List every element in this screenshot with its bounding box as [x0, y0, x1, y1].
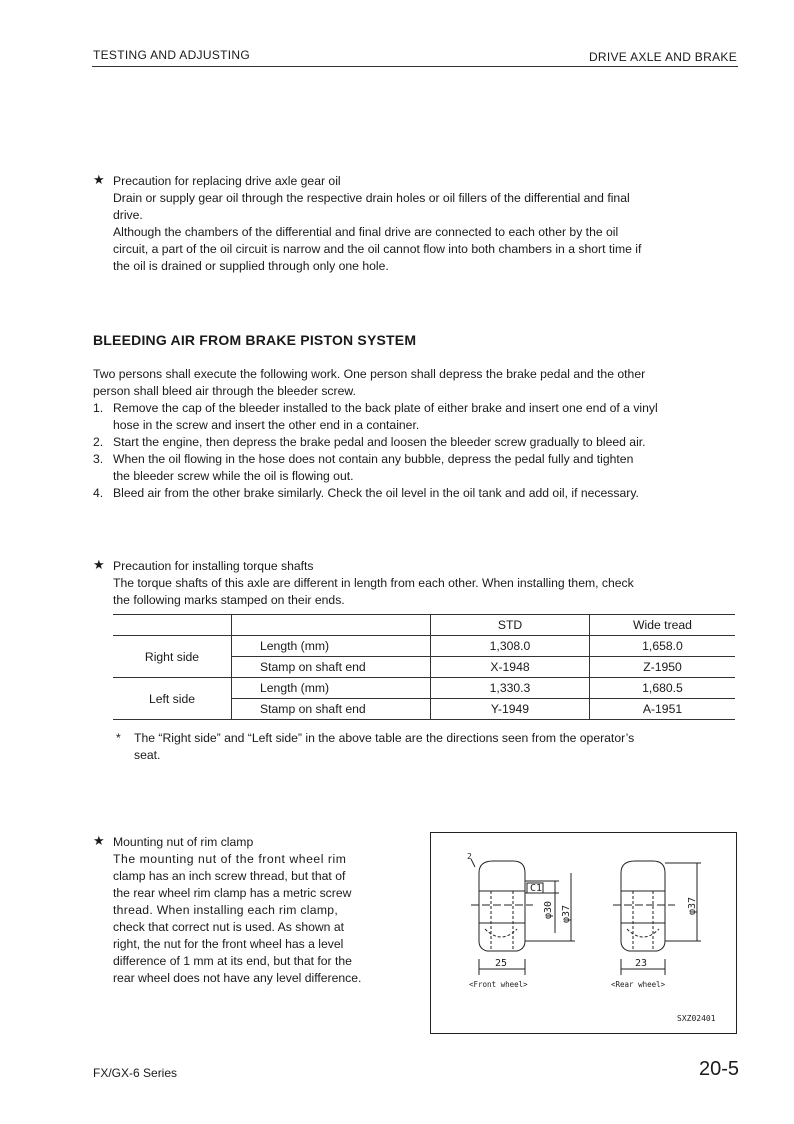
row-label: Stamp on shaft end	[232, 699, 431, 720]
cell-wide: A-1951	[590, 699, 736, 720]
header-wide: Wide tread	[590, 615, 736, 636]
row-label: Length (mm)	[232, 678, 431, 699]
step-line: the bleeder screw while the oil is flowing out.	[113, 469, 354, 483]
torque-shaft-table	[113, 614, 735, 720]
text-line: rear wheel does not have any level difference.	[113, 971, 362, 985]
footer-series: FX/GX-6 Series	[93, 1066, 178, 1080]
precaution-oil-text	[113, 190, 738, 275]
rim-nut-drawing	[431, 833, 736, 1033]
text-line: difference of 1 mm at its end, but that for the	[113, 954, 352, 968]
figure-code: SXZ02401	[677, 1014, 716, 1023]
header-chapter-title: DRIVE AXLE AND BRAKE	[588, 50, 737, 64]
cell-wide: 1,658.0	[590, 636, 736, 657]
header-std: STD	[431, 615, 590, 636]
dim-c1: C1	[530, 883, 543, 894]
front-nut-shape	[471, 859, 575, 975]
row-group-left: Left side	[148, 691, 196, 706]
step-line: hose in the screw and insert the other end in a container.	[113, 418, 420, 432]
intro-line: person shall bleed air through the bleeder screw.	[93, 384, 356, 398]
star-icon: ★	[93, 557, 105, 572]
cell-std: Y-1949	[431, 699, 590, 720]
rear-nut-shape	[613, 861, 701, 975]
star-icon: ★	[93, 172, 105, 187]
text-line: circuit, a part of the oil circuit is narrow and the oil cannot flow into both chambers in a short time if	[113, 242, 642, 256]
text-line: clamp has an inch screw thread, but that of	[113, 869, 346, 883]
table-row	[113, 678, 735, 699]
table-note	[134, 730, 634, 764]
row-group-right: Right side	[144, 649, 200, 664]
step-item	[93, 434, 739, 451]
text-line: the following marks stamped on their ends.	[113, 593, 345, 607]
torque-title: Precaution for installing torque shafts	[113, 559, 314, 573]
step-line: Start the engine, then depress the brake pedal and loosen the bleeder screw gradually to bleed air.	[113, 435, 646, 449]
cell-std: 1,330.3	[431, 678, 590, 699]
text-line: The mounting nut of the front wheel rim	[113, 852, 347, 866]
rear-wheel-caption: <Rear wheel>	[611, 980, 666, 989]
precaution-oil-title: Precaution for replacing drive axle gear oil	[113, 174, 341, 188]
text-line: The torque shafts of this axle are different in length from each other. When installing them, check	[113, 576, 634, 590]
text-line: the rear wheel rim clamp has a metric screw	[113, 886, 352, 900]
page-number: 20-5	[699, 1058, 740, 1080]
cell-std: 1,308.0	[431, 636, 590, 657]
text-line: Although the chambers of the differential and final drive are connected to each other by the oil	[113, 225, 619, 239]
dim-25: 25	[495, 958, 508, 969]
text-line: check that correct nut is used. As shown at	[113, 920, 345, 934]
step-number: 3.	[93, 452, 104, 466]
bleeding-body	[93, 366, 739, 502]
dim-tag: 2	[467, 852, 472, 861]
dim-d37-front: φ37	[561, 904, 572, 923]
cell-wide: 1,680.5	[590, 678, 736, 699]
bleeding-heading: BLEEDING AIR FROM BRAKE PISTON SYSTEM	[93, 332, 417, 348]
note-line: The “Right side” and “Left side” in the above table are the directions seen from the operator’s	[134, 731, 635, 745]
header-section-title: TESTING AND ADJUSTING	[93, 48, 250, 62]
step-item	[93, 451, 739, 485]
note-mark: *	[116, 731, 121, 745]
front-wheel-caption: <Front wheel>	[469, 980, 528, 989]
step-line: When the oil flowing in the hose does not contain any bubble, depress the pedal fully and tighten	[113, 452, 634, 466]
dim-d37-rear: φ37	[687, 896, 698, 915]
step-number: 4.	[93, 486, 104, 500]
step-item	[93, 485, 739, 502]
row-label: Stamp on shaft end	[232, 657, 431, 678]
note-line: seat.	[134, 748, 161, 762]
row-label: Length (mm)	[232, 636, 431, 657]
star-icon: ★	[93, 833, 105, 848]
rim-text	[113, 851, 403, 987]
step-number: 2.	[93, 435, 104, 449]
spec-table	[113, 614, 735, 720]
rim-nut-figure	[430, 832, 737, 1034]
text-line: thread. When installing each rim clamp,	[113, 903, 339, 917]
step-number: 1.	[93, 401, 104, 415]
cell-wide: Z-1950	[590, 657, 736, 678]
step-line: Bleed air from the other brake similarly. Check the oil level in the oil tank and add oil, if necessary.	[113, 486, 639, 500]
dim-23: 23	[635, 958, 648, 969]
step-line: Remove the cap of the bleeder installed to the back plate of either brake and insert one end of a vinyl	[113, 401, 658, 415]
header-rule	[92, 66, 738, 67]
text-line: the oil is drained or supplied through only one hole.	[113, 259, 389, 273]
text-line: drive.	[113, 208, 143, 222]
cell-std: X-1948	[431, 657, 590, 678]
text-line: Drain or supply gear oil through the respective drain holes or oil fillers of the differential and final	[113, 191, 630, 205]
table-row	[113, 636, 735, 657]
intro-line: Two persons shall execute the following work. One person shall depress the brake pedal and the other	[93, 367, 646, 381]
torque-text	[113, 575, 634, 609]
table-header-row	[113, 615, 735, 636]
rim-title: Mounting nut of rim clamp	[113, 835, 254, 849]
step-item	[93, 400, 739, 434]
dim-d30: φ30	[543, 900, 554, 919]
text-line: right, the nut for the front wheel has a level	[113, 937, 344, 951]
